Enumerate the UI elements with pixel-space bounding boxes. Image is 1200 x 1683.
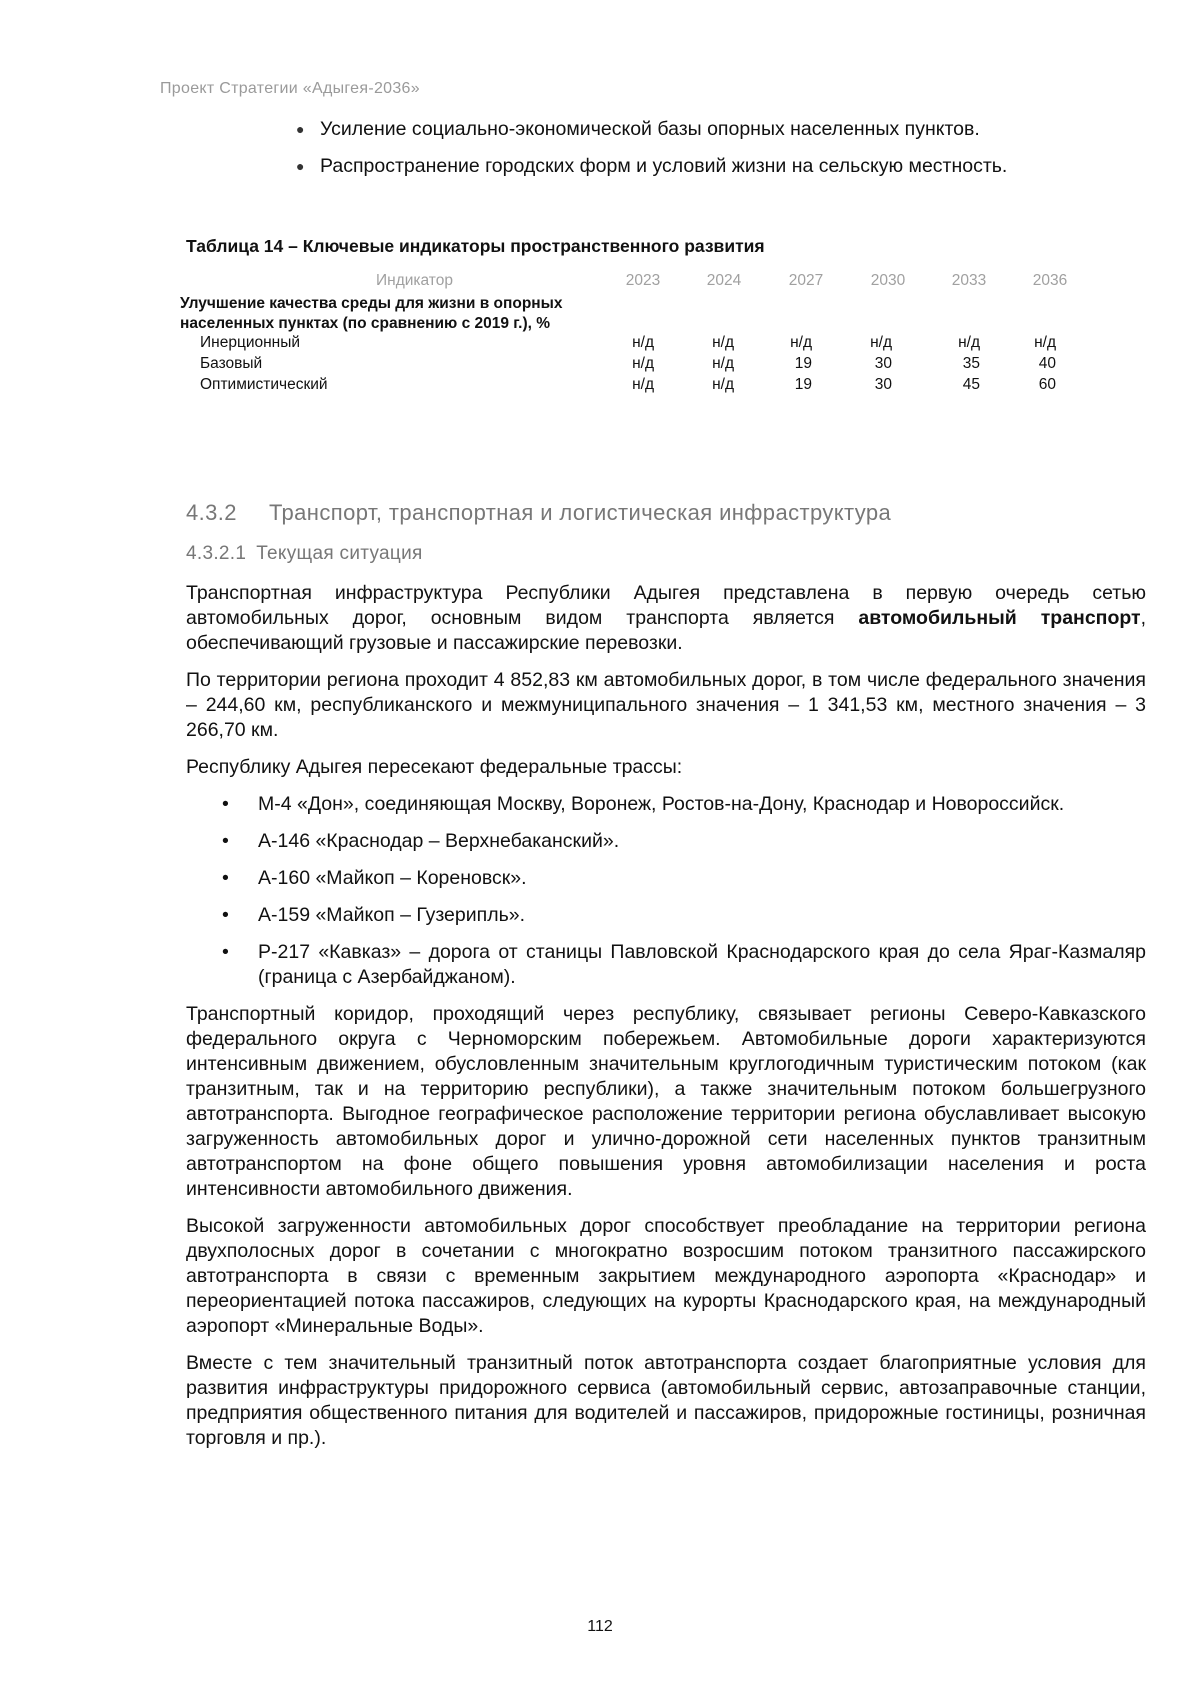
- list-item-text: А-159 «Майкоп – Гузерипль».: [258, 904, 526, 926]
- year-column-header: 2027: [788, 272, 824, 289]
- list-item-text: Распространение городских форм и условий жизни на сельскую местность.: [320, 155, 1008, 177]
- bullet-icon: ●: [296, 121, 305, 137]
- table-cell: н/д: [632, 355, 654, 372]
- paragraph: [186, 581, 1146, 656]
- table-cell: 60: [1038, 376, 1056, 393]
- section-title: Транспорт, транспортная и логистическая инфраструктура: [268, 500, 892, 525]
- table-row: [180, 334, 1140, 355]
- scenario-label: Оптимистический: [200, 376, 328, 393]
- paragraph: Вместе с тем значительный транзитный поток автотранспорта создает благоприятные условия для развития инфраструктуры придорожного сервиса (автомобильный сервис, автозаправочные станции, предприятия общественного питания для водителей и пассажиров, придорожные гостиницы, розничная торговля и пр.).: [186, 1352, 1146, 1449]
- paragraph: Республику Адыгея пересекают федеральные трассы:: [186, 756, 683, 778]
- scenario-label: Инерционный: [200, 334, 301, 351]
- table-cell: 40: [1038, 355, 1056, 372]
- subsection-number: 4.3.2.1: [186, 543, 247, 564]
- year-column-header: 2036: [1032, 272, 1068, 289]
- table-cell: н/д: [1034, 334, 1056, 351]
- page-number: 112: [587, 1618, 613, 1635]
- running-header: Проект Стратегии «Адыгея-2036»: [160, 80, 420, 97]
- table-cell: н/д: [632, 376, 654, 393]
- list-item: [296, 116, 1150, 142]
- year-column-header: 2024: [706, 272, 742, 289]
- list-item-text: Усиление социально-экономической базы опорных населенных пунктов.: [320, 118, 980, 140]
- table-row: [180, 355, 1140, 376]
- section-number: 4.3.2: [186, 500, 237, 525]
- paragraph-text: Транспортная инфраструктура Республики Адыгея представлена в первую очередь сетью автомобильных дорог, основным видом транспорта является: [186, 582, 1146, 629]
- scenario-label: Базовый: [200, 355, 263, 372]
- body-text: [186, 581, 1146, 1463]
- year-column-header: 2023: [625, 272, 661, 289]
- table-cell: н/д: [712, 376, 734, 393]
- list-item-text: А-160 «Майкоп – Кореновск».: [258, 867, 527, 889]
- table-cell: н/д: [958, 334, 980, 351]
- year-column-header: 2030: [870, 272, 906, 289]
- paragraph: Высокой загруженности автомобильных дорог способствует преобладание на территории региона двухполосных дорог в сочетании с многократно возросшим потоком транзитного пассажирского автотранспорта в связи с временным закрытием международного аэропорта «Краснодар» и переориентацией потока пассажиров, следующих на курорты Краснодарского края, на международный аэропорт «Минеральные Воды».: [186, 1215, 1146, 1337]
- bullet-icon: •: [222, 867, 229, 889]
- bullet-icon: •: [222, 830, 229, 852]
- paragraph: По территории региона проходит 4 852,83 км автомобильных дорог, в том числе федерального значения – 244,60 км, республиканского и межмуниципального значения – 1 341,53 км, местного значения – 3 266,70 км.: [186, 669, 1146, 741]
- table-cell: 45: [962, 376, 980, 393]
- table-title: Таблица 14 – Ключевые индикаторы пространственного развития: [186, 236, 765, 256]
- section-heading: [186, 500, 891, 526]
- indicator-table: [180, 270, 1140, 397]
- table-cell: 30: [874, 376, 892, 393]
- table-cell: н/д: [790, 334, 812, 351]
- table-header-row: [180, 270, 1140, 292]
- table-cell: н/д: [870, 334, 892, 351]
- subsection-heading: [186, 543, 423, 565]
- highway-list: [186, 792, 1146, 990]
- paragraph-text: , обеспечивающий грузовые и пассажирские перевозки.: [186, 607, 1146, 654]
- list-item: [222, 866, 1146, 891]
- paragraph: Транспортный коридор, проходящий через республику, связывает регионы Северо-Кавказского федерального округа с Черноморским побережьем. Автомобильные дороги характеризуются интенсивным движением, обусловленным значительным круглогодичным туристическим потоком (как транзитным, так и на территорию республики), а также значительным потоком большегрузного автотранспорта. Выгодное географическое расположение территории региона обуславливает высокую загруженность автомобильных дорог и улично-дорожной сети населенных пунктов транзитным автотранспортом на фоне общего повышения уровня автомобилизации населения и роста интенсивности автомобильного движения.: [186, 1003, 1146, 1200]
- table-cell: 19: [794, 355, 812, 372]
- table-cell: 19: [794, 376, 812, 393]
- table-cell: н/д: [712, 355, 734, 372]
- list-item-text: Р-217 «Кавказ» – дорога от станицы Павловской Краснодарского края до села Яраг-Казмаляр (граница с Азербайджаном).: [258, 941, 1146, 988]
- list-item-text: А-146 «Краснодар – Верхнебаканский».: [258, 830, 620, 852]
- bullet-icon: •: [222, 904, 229, 926]
- indicator-column-header: Индикатор: [376, 272, 453, 289]
- list-item-text: М-4 «Дон», соединяющая Москву, Воронеж, Ростов-на-Дону, Краснодар и Новороссийск.: [258, 793, 1065, 815]
- indicator-group-label: Улучшение качества среды для жизни в опорных населенных пунктах (по сравнению с 2019 г.), %: [180, 295, 563, 332]
- year-column-header: 2033: [951, 272, 987, 289]
- list-item: [296, 153, 1150, 179]
- table-cell: н/д: [712, 334, 734, 351]
- table-row: [180, 376, 1140, 397]
- subsection-title: Текущая ситуация: [256, 543, 423, 564]
- list-item: [222, 792, 1146, 817]
- bold-term: автомобильный транспорт: [858, 607, 1141, 629]
- table-cell: 35: [962, 355, 980, 372]
- list-item: [222, 829, 1146, 854]
- bullet-icon: •: [222, 793, 229, 815]
- bullet-icon: •: [222, 941, 229, 963]
- bullet-icon: ●: [296, 158, 305, 174]
- list-item: [222, 903, 1146, 928]
- list-item: [222, 940, 1146, 990]
- top-bullet-list: [296, 116, 1150, 190]
- table-cell: н/д: [632, 334, 654, 351]
- table-cell: 30: [874, 355, 892, 372]
